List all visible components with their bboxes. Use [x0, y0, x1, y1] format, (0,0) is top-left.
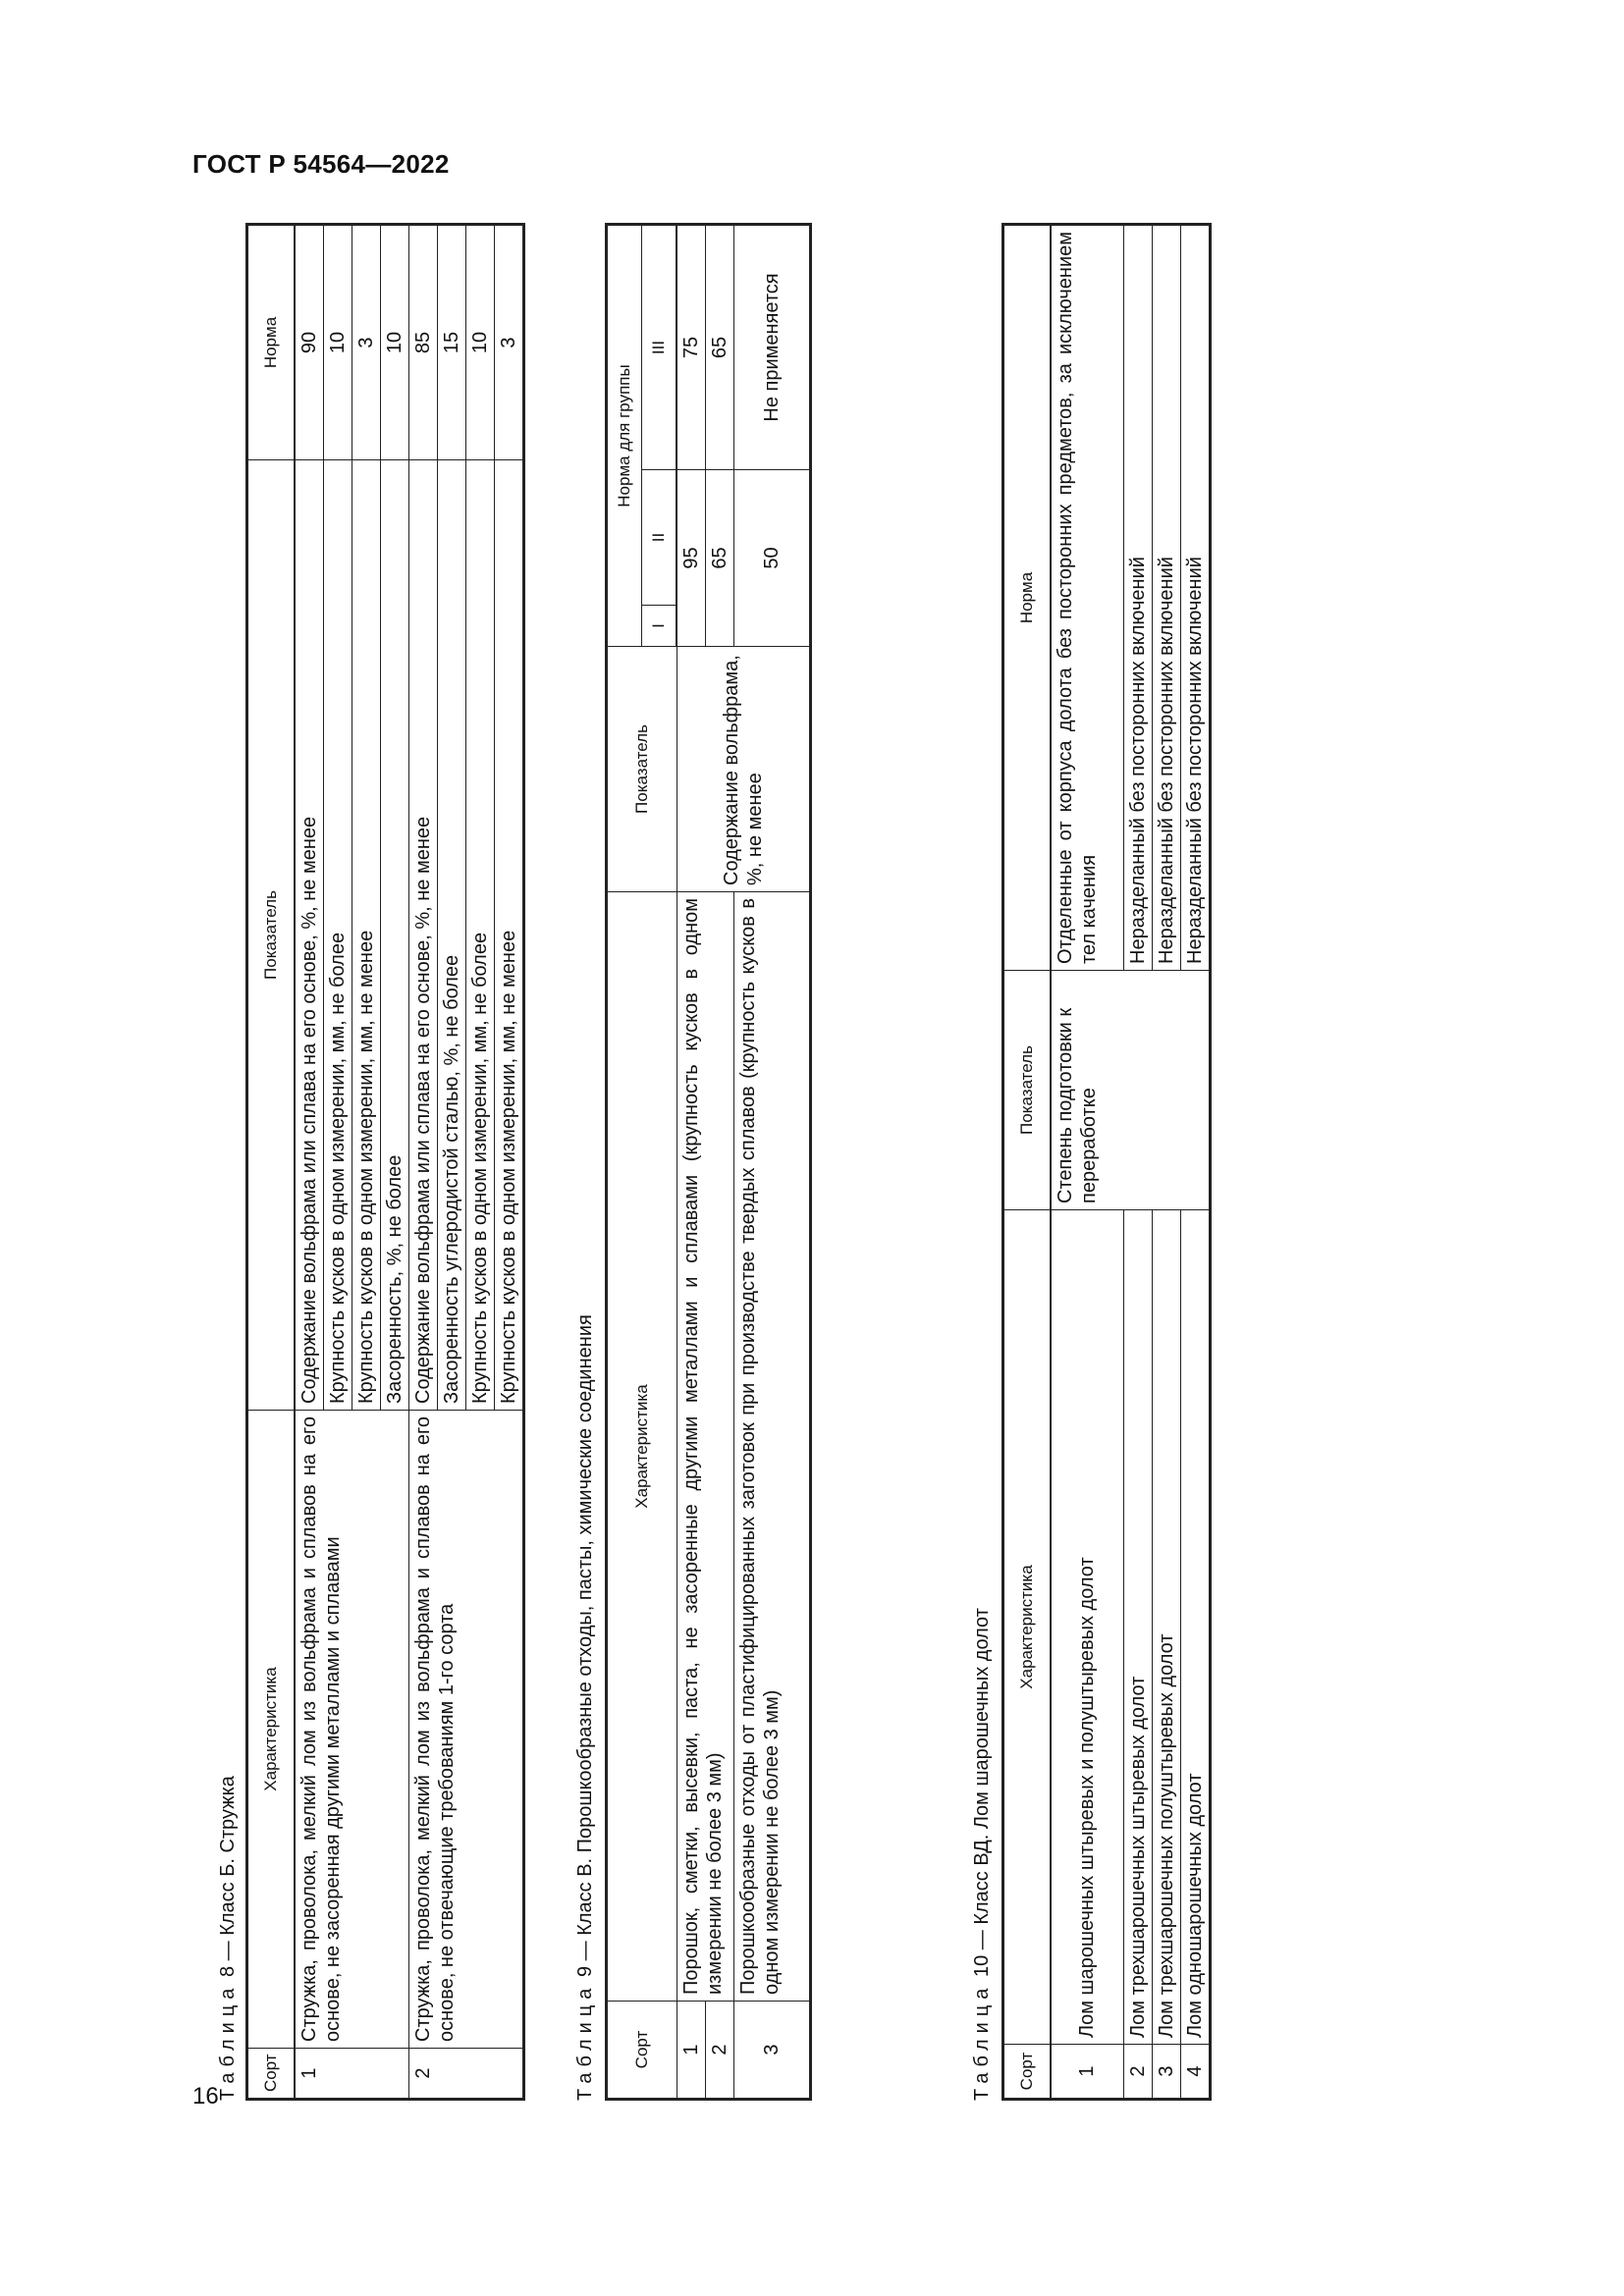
table10 [1001, 223, 1212, 2101]
table8-sort: 2 [409, 2049, 524, 2100]
table8-norm: 3 [352, 225, 381, 460]
table8-caption: Таблица 8 — Класс Б. Стружка [217, 1776, 239, 2101]
table8-indicator: Содержание вольфрама или сплава на его основе, %, не менее [295, 460, 324, 1411]
table9-header-group-2: II [642, 470, 677, 606]
table8-norm: 15 [438, 225, 466, 460]
table9-header-norm-group: Норма для группы [607, 225, 642, 647]
table9-header-sort: Сорт [607, 2002, 677, 2100]
table8-norm: 85 [409, 225, 438, 460]
table8-norm: 10 [381, 225, 409, 460]
table8-indicator: Крупность кусков в одном измерении, мм, не менее [495, 460, 524, 1411]
page-number: 16 [192, 2083, 219, 2109]
table10-norm: Неразделанный без посторонних включений [1152, 225, 1180, 971]
table10-header-characteristic: Характеристика [1003, 1210, 1052, 2045]
table8-header-characteristic: Характеристика [247, 1411, 296, 2049]
table10-sort: 2 [1123, 2045, 1152, 2100]
table9-header-indicator: Показатель [607, 647, 677, 892]
table9-header-group-3: III [642, 225, 677, 470]
table8-indicator: Засоренность углеродистой сталью, %, не более [438, 460, 466, 1411]
table8-characteristic: Стружка, проволока, мелкий лом из вольфрама и сплавов на его основе, не засоренная другими металлами и сплавами [295, 1411, 409, 2049]
table9-sort: 1 [677, 2002, 706, 2100]
table-row [677, 225, 706, 2100]
table9-norm-g1: 65 [706, 470, 734, 647]
table9-norm-g1: 50 [734, 470, 811, 647]
table8-norm: 90 [295, 225, 324, 460]
table10-header-sort: Сорт [1003, 2045, 1052, 2100]
table8-header-sort: Сорт [247, 2049, 296, 2100]
table10-norm: Отделенные от корпуса долота без посторонних предметов, за исключением тел качения [1051, 225, 1123, 971]
table9-characteristic: Порошкообразные отходы от пластифицированных заготовок при производстве твердых сплавов (крупность кусков в одном измерении не более 3 мм) [734, 892, 811, 2002]
table10-characteristic: Лом шарошечных штыревых и полуштыревых долот [1051, 1210, 1123, 2045]
table8-header-norm: Норма [247, 225, 296, 460]
document-code: ГОСТ Р 54564—2022 [192, 149, 450, 179]
table10-norm: Неразделанный без посторонних включений [1123, 225, 1152, 971]
table9-characteristic: Порошок, сметки, высевки, паста, не засоренные другими металлами и сплавами (крупность кусков в одном измерении не более 3 мм) [677, 892, 734, 2002]
table10-sort: 3 [1152, 2045, 1180, 2100]
table8-indicator: Содержание вольфрама или сплава на его основе, %, не менее [409, 460, 438, 1411]
table9-norm-g2: Не применяется [734, 225, 811, 470]
table9-indicator: Содержание вольфрама, %, не менее [677, 647, 811, 892]
rotated-content [216, 226, 1424, 2101]
table10-characteristic: Лом трехшарошечных полуштыревых долот [1152, 1210, 1180, 2045]
table8-indicator: Крупность кусков в одном измерении, мм, не более [466, 460, 495, 1411]
table9-header-characteristic: Характеристика [607, 892, 677, 2002]
table9-caption: Таблица 9 — Класс В. Порошкообразные отходы, пасты, химические соединения [574, 1314, 596, 2101]
table8-indicator: Крупность кусков в одном измерении, мм, не менее [352, 460, 381, 1411]
table10-sort: 4 [1180, 2045, 1210, 2100]
table8 [245, 223, 525, 2101]
table10-indicator: Степень подготовки к переработке [1051, 971, 1210, 1210]
table9-norm-g2: 65 [706, 225, 734, 470]
table8-norm: 10 [466, 225, 495, 460]
table10-header-indicator: Показатель [1003, 971, 1052, 1210]
table-row [295, 225, 324, 2100]
table-row [409, 225, 438, 2100]
table8-indicator: Крупность кусков в одном измерении, мм, не более [324, 460, 352, 1411]
table8-characteristic: Стружка, проволока, мелкий лом из вольфрама и сплавов на его основе, не отвечающие требованиям 1-го сорта [409, 1411, 524, 2049]
table10-characteristic: Лом одношарошечных долот [1180, 1210, 1210, 2045]
table8-norm: 3 [495, 225, 524, 460]
table-row [1051, 225, 1123, 2100]
table8-norm: 10 [324, 225, 352, 460]
table9-norm-g1: 95 [677, 470, 706, 647]
table8-header-indicator: Показатель [247, 460, 296, 1411]
table9-sort: 3 [734, 2002, 811, 2100]
table10-caption: Таблица 10 — Класс ВД. Лом шарошечных долот [971, 1608, 993, 2101]
table8-indicator: Засоренность, %, не более [381, 460, 409, 1411]
table10-norm: Неразделанный без посторонних включений [1180, 225, 1210, 971]
table10-characteristic: Лом трехшарошечных штыревых долот [1123, 1210, 1152, 2045]
table8-sort: 1 [295, 2049, 409, 2100]
table-row [734, 225, 811, 2100]
table10-header-norm: Норма [1003, 225, 1052, 971]
table10-sort: 1 [1051, 2045, 1123, 2100]
table9-header-group-1: I [642, 606, 677, 647]
table9 [605, 223, 812, 2101]
table9-sort: 2 [706, 2002, 734, 2100]
table9-norm-g2: 75 [677, 225, 706, 470]
